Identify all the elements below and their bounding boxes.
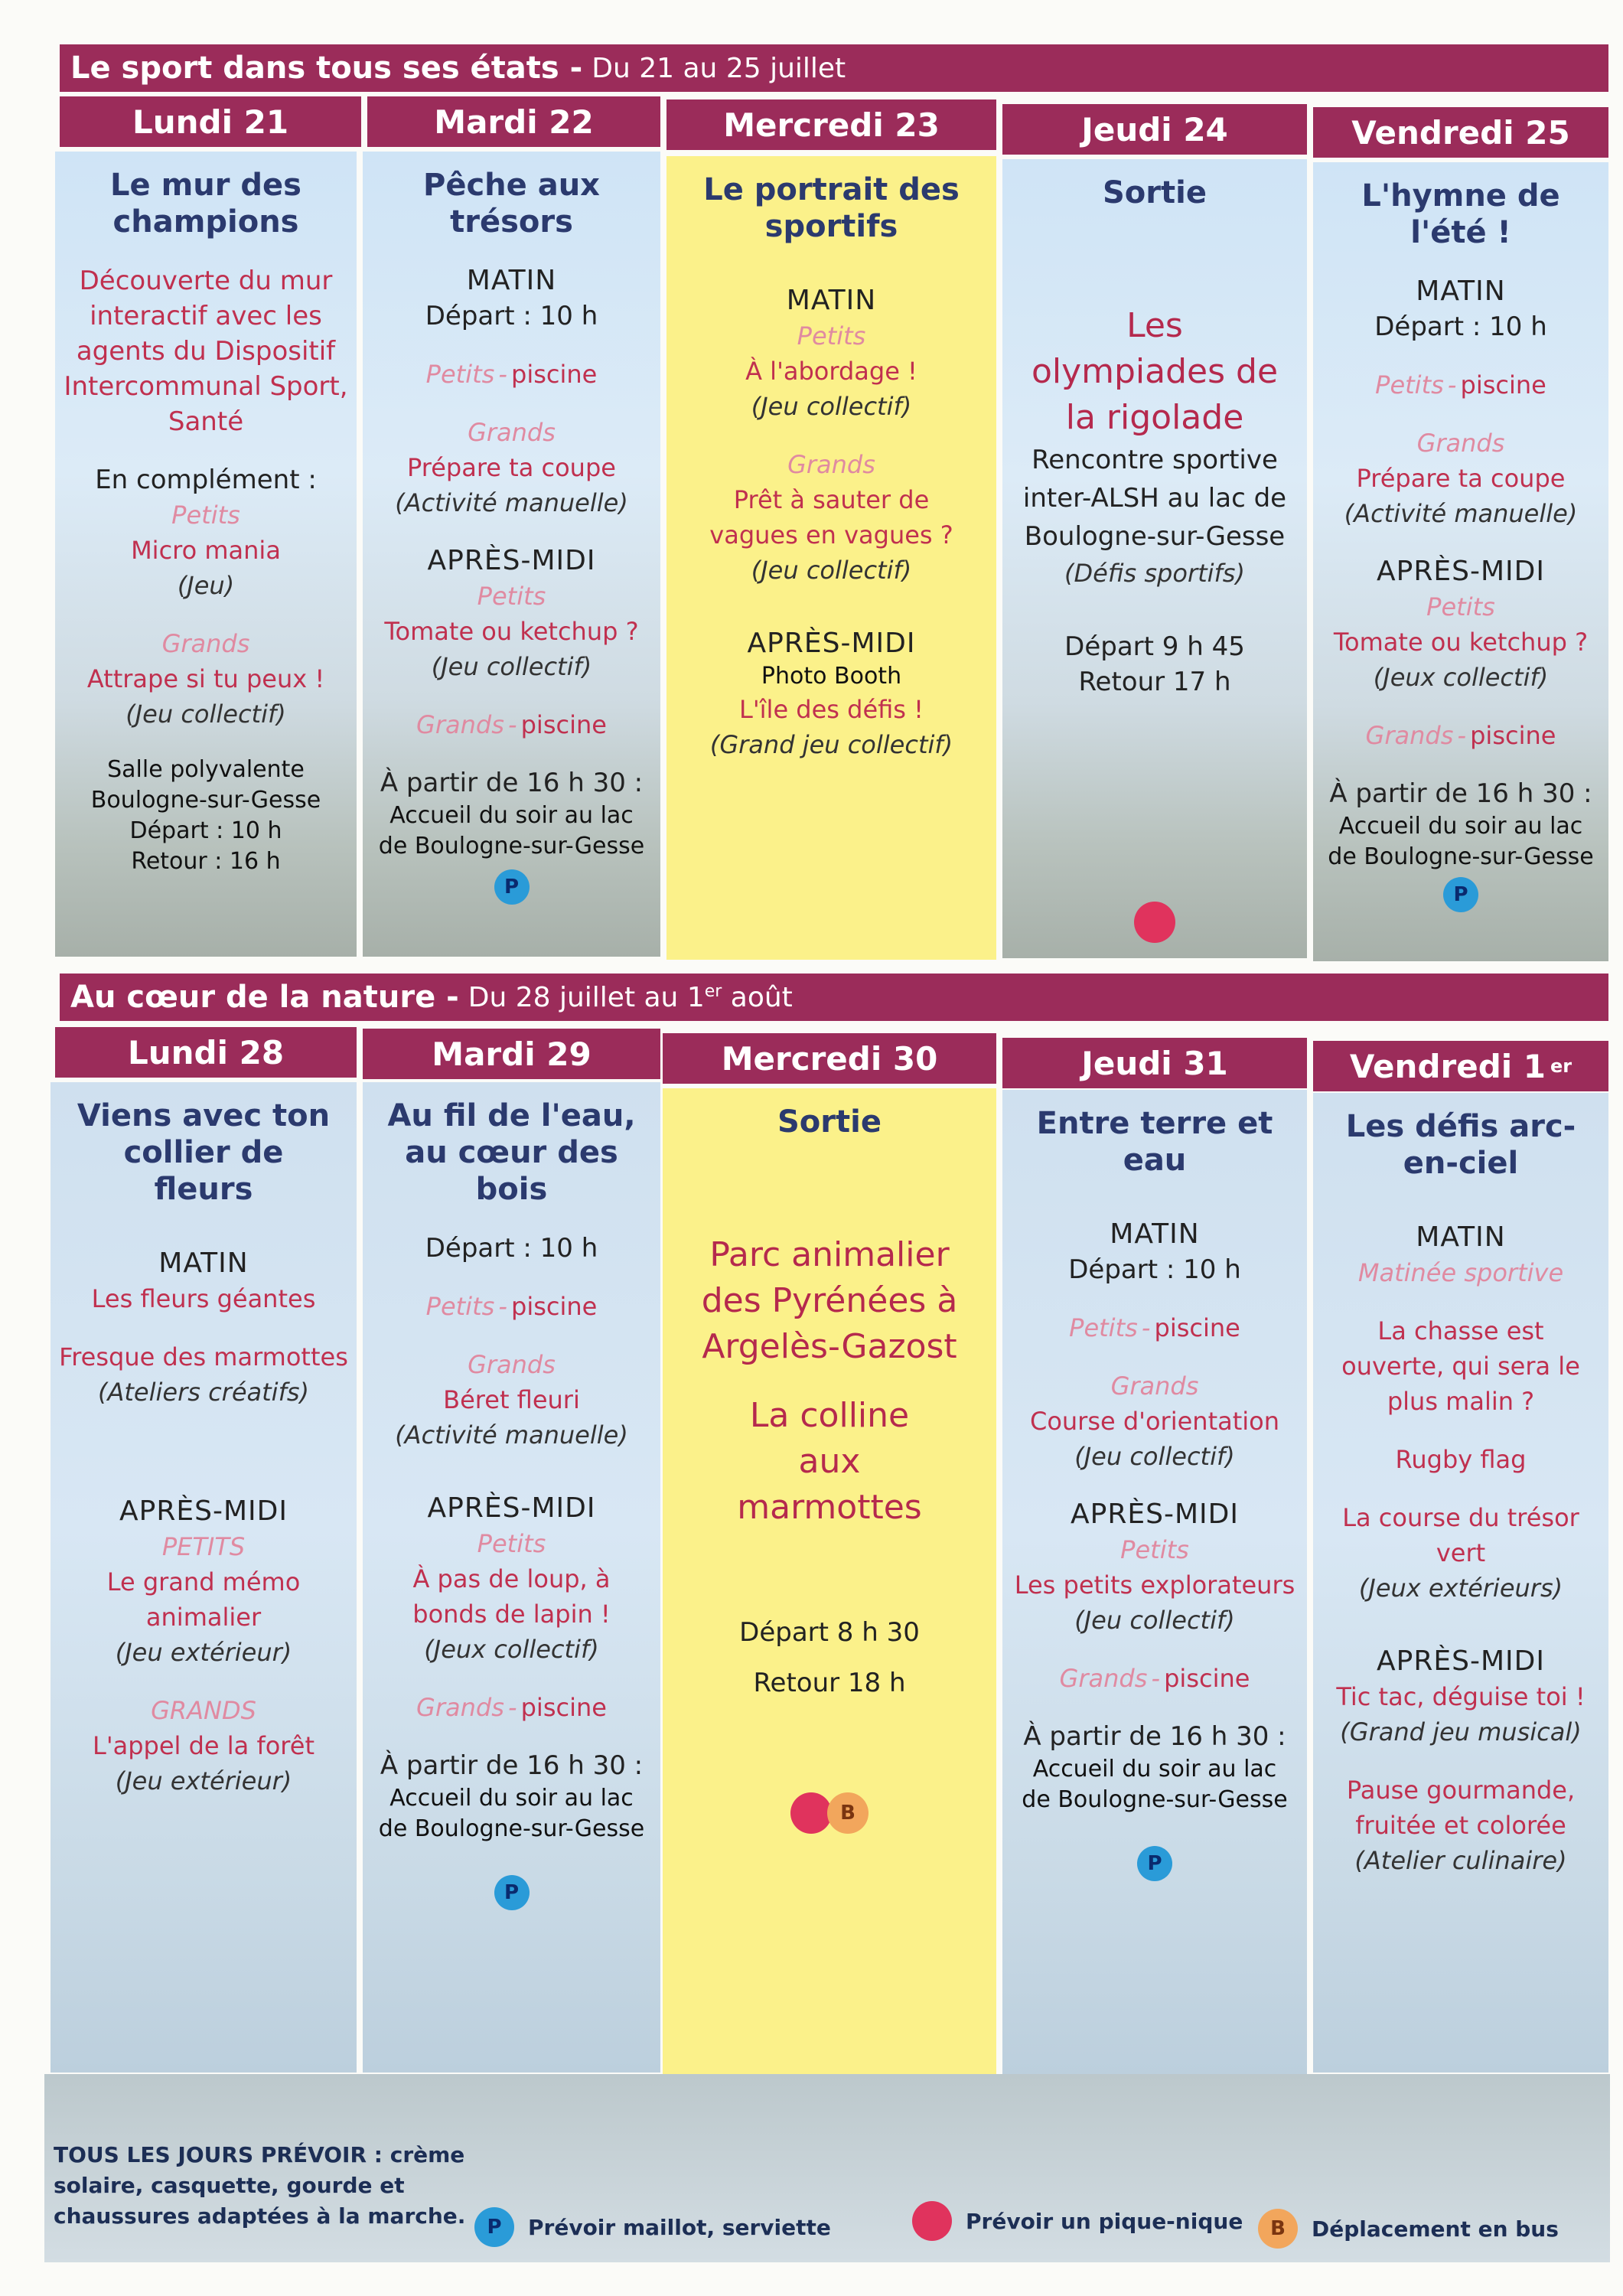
apres-midi-label: APRÈS-MIDI <box>119 1495 288 1527</box>
grands-type: (Jeu extérieur) <box>115 1766 292 1795</box>
petits-activity: Les petits explorateurs <box>1014 1570 1295 1600</box>
swimsuit-badge-icon: P <box>494 869 530 905</box>
week1-title: Le sport dans tous ses états - <box>70 51 583 86</box>
petits-activity: Tomate ou ketchup ? <box>384 617 639 646</box>
day-header-wed23: Mercredi 23 <box>666 99 996 150</box>
grands-type: (Activité manuelle) <box>395 1420 628 1450</box>
petits-type: (Jeu) <box>177 571 235 600</box>
day-column-wed30 <box>663 1088 996 2076</box>
activity-title: Entre terre et eau <box>1036 1106 1273 1178</box>
week1-banner <box>60 44 1608 92</box>
day-header-mon28: Lundi 28 <box>55 1027 357 1078</box>
legend-picnic <box>912 2201 1243 2241</box>
activity-title: Sortie <box>777 1104 882 1140</box>
ile-activity: L'île des défis ! <box>739 695 924 724</box>
afternoon-activity-1: Tic tac, déguise toi ! <box>1336 1682 1586 1711</box>
afternoon-type-2: (Atelier culinaire) <box>1354 1846 1567 1875</box>
matin-label: MATIN <box>1416 276 1506 307</box>
activity-description: Découverte du mur interactif avec les agents du Dispositif Intercommunal Sport, Santé <box>64 266 348 437</box>
legend-swimsuit <box>474 2207 831 2247</box>
grands-activity: Prépare ta coupe <box>407 453 616 482</box>
grands-piscine: Grands - piscine <box>416 1693 607 1722</box>
morning-activity-3: Rugby flag <box>1395 1445 1527 1474</box>
grands-activity: Course d'orientation <box>1029 1407 1280 1436</box>
outing-activity: Les olympiades de la rigolade <box>1031 306 1279 437</box>
day-header-fri25: Vendredi 25 <box>1313 107 1608 158</box>
petits-type: (Jeu collectif) <box>1074 1606 1235 1635</box>
petits-piscine: Petits - piscine <box>425 1292 598 1321</box>
bus-badge-icon: B <box>827 1792 869 1834</box>
grands-label: Grands <box>787 450 875 479</box>
retour-time: Retour : 16 h <box>131 848 281 875</box>
petits-activity: À pas de loup, à bonds de lapin ! <box>412 1564 611 1629</box>
photo-booth: Photo Booth <box>761 663 902 690</box>
apres-midi-label: APRÈS-MIDI <box>1071 1499 1239 1530</box>
legend-swimsuit-label: Prévoir maillot, serviette <box>528 2214 831 2240</box>
day-column-wed23 <box>666 156 996 960</box>
swimsuit-badge-icon: P <box>474 2207 514 2247</box>
day-column-mon21 <box>55 152 357 957</box>
day-column-thu24 <box>1002 159 1307 958</box>
morning-type: (Ateliers créatifs) <box>98 1378 309 1407</box>
grands-activity: Béret fleuri <box>443 1385 580 1414</box>
day-column-mon28 <box>51 1082 357 2073</box>
petits-label: Petits <box>171 501 240 530</box>
legend-bus <box>1258 2209 1559 2249</box>
morning-type: (Jeux extérieurs) <box>1358 1574 1563 1603</box>
grands-type: (Jeu collectif) <box>751 556 912 585</box>
accueil-time: À partir de 16 h 30 : <box>1023 1721 1286 1752</box>
day-header-thu31: Jeudi 31 <box>1002 1038 1307 1088</box>
accueil-place: Accueil du soir au lac de Boulogne-sur-Gesse <box>1022 1756 1288 1813</box>
activity-title: Pêche aux trésors <box>423 168 600 240</box>
depart-time: Départ : 10 h <box>1068 1254 1241 1285</box>
picnic-badge-icon <box>1134 902 1175 943</box>
day-column-thu31 <box>1002 1090 1307 2074</box>
petits-type: (Jeux collectif) <box>1373 663 1549 692</box>
apres-midi-label: APRÈS-MIDI <box>427 545 596 576</box>
outing-activity-1: Parc animalier des Pyrénées à Argelès-Gazost <box>701 1235 958 1366</box>
matin-label: MATIN <box>786 285 877 316</box>
day-header-mon21: Lundi 21 <box>60 96 361 147</box>
week1-dates: Du 21 au 25 juillet <box>592 52 846 84</box>
apres-midi-label: APRÈS-MIDI <box>427 1492 596 1524</box>
extra-label: En complément : <box>95 465 317 495</box>
week2-title: Au cœur de la nature - <box>70 980 459 1015</box>
petits-activity: À l'abordage ! <box>745 357 917 386</box>
accueil-time: À partir de 16 h 30 : <box>380 768 644 798</box>
petits-piscine: Petits - piscine <box>425 360 598 389</box>
petits-label: Petits <box>477 1529 546 1558</box>
grands-label: Grands <box>468 418 556 447</box>
apres-midi-label: APRÈS-MIDI <box>1377 1645 1545 1677</box>
morning-activity-2: Fresque des marmottes <box>59 1342 348 1371</box>
grands-piscine: Grands - piscine <box>416 710 607 739</box>
accueil-time: À partir de 16 h 30 : <box>1329 778 1592 809</box>
day-column-tue29 <box>363 1082 660 2073</box>
week2-dates: Du 28 juillet au 1er août <box>468 981 793 1013</box>
day-header-fri1: Vendredi 1 er <box>1313 1041 1608 1091</box>
accueil-time: À partir de 16 h 30 : <box>380 1750 644 1781</box>
grands-activity: Prépare ta coupe <box>1356 464 1566 493</box>
retour-time: Retour 18 h <box>753 1668 906 1698</box>
accueil-place: Accueil du soir au lac de Boulogne-sur-Gesse <box>1328 813 1594 870</box>
grands-type: (Jeu collectif) <box>125 700 286 729</box>
week2-banner <box>60 974 1608 1021</box>
afternoon-type-1: (Grand jeu musical) <box>1340 1717 1582 1746</box>
apres-midi-label: APRÈS-MIDI <box>747 628 916 659</box>
matin-label: MATIN <box>1416 1221 1506 1253</box>
grands-type: (Activité manuelle) <box>1344 499 1578 528</box>
grands-type: (Activité manuelle) <box>395 488 628 517</box>
grands-piscine: Grands - piscine <box>1059 1664 1250 1693</box>
grands-label: GRANDS <box>151 1696 256 1725</box>
matin-label: MATIN <box>1110 1218 1200 1250</box>
swimsuit-badge-icon: P <box>1137 1846 1172 1881</box>
afternoon-activity-2: Pause gourmande, fruitée et colorée <box>1346 1776 1576 1840</box>
retour-time: Retour 17 h <box>1078 667 1231 697</box>
grands-label: Grands <box>161 629 250 658</box>
picnic-badge-icon <box>912 2201 952 2241</box>
petits-type: (Jeu collectif) <box>431 652 592 681</box>
grands-piscine: Grands - piscine <box>1365 721 1556 750</box>
grands-type: (Jeu collectif) <box>1074 1442 1235 1471</box>
petits-piscine: Petits - piscine <box>1069 1313 1240 1342</box>
petits-type: (Jeu collectif) <box>751 392 912 421</box>
petits-activity: Le grand mémo animalier <box>106 1567 301 1632</box>
depart-time: Départ 8 h 30 <box>739 1617 920 1648</box>
day-column-tue22 <box>363 152 660 957</box>
day-column-fri25 <box>1313 162 1608 961</box>
daily-reminder: TOUS LES JOURS PRÉVOIR : crème solaire, casquette, gourde et chaussures adaptées à la marche. <box>54 2142 466 2229</box>
legend-picnic-label: Prévoir un pique-nique <box>966 2208 1243 2234</box>
activity-title: Les défis arc-en-ciel <box>1345 1109 1576 1181</box>
matin-label: MATIN <box>158 1247 249 1279</box>
activity-title: L'hymne de l'été ! <box>1361 178 1560 250</box>
day-header-thu24: Jeudi 24 <box>1002 104 1307 155</box>
petits-activity: Tomate ou ketchup ? <box>1333 628 1589 657</box>
grands-activity: Attrape si tu peux ! <box>86 664 325 693</box>
footer <box>44 2074 1610 2262</box>
petits-piscine: Petits - piscine <box>1375 370 1546 400</box>
grands-activity: L'appel de la forêt <box>93 1731 314 1760</box>
accueil-place: Accueil du soir au lac de Boulogne-sur-Gesse <box>378 1785 645 1842</box>
day-header-wed30: Mercredi 30 <box>663 1033 996 1084</box>
grands-activity: Prêt à sauter de vagues en vagues ? <box>709 485 953 550</box>
petits-type: (Jeux collectif) <box>424 1635 599 1664</box>
morning-activity-2: La chasse est ouverte, qui sera le plus malin ? <box>1341 1316 1580 1416</box>
place-town: Boulogne-sur-Gesse <box>90 787 321 814</box>
petits-activity: Micro mania <box>131 536 281 565</box>
day-header-tue29: Mardi 29 <box>363 1029 660 1079</box>
picnic-badge-icon <box>790 1792 832 1834</box>
swimsuit-badge-icon: P <box>1443 877 1478 912</box>
depart-time: Départ : 10 h <box>425 1233 598 1264</box>
ile-type: (Grand jeu collectif) <box>709 730 953 759</box>
petits-label: PETITS <box>161 1532 246 1561</box>
outing-activity-2: La colline aux marmottes <box>737 1396 922 1527</box>
legend-bus-label: Déplacement en bus <box>1312 2216 1559 2242</box>
grands-label: Grands <box>1110 1371 1199 1401</box>
activity-title: Au fil de l'eau, au cœur des bois <box>387 1098 636 1207</box>
grands-label: Grands <box>468 1350 556 1379</box>
morning-activity-4: La course du trésor vert <box>1342 1503 1579 1567</box>
activity-title: Le portrait des sportifs <box>703 172 960 244</box>
swimsuit-badge-icon: P <box>494 1875 530 1910</box>
depart-time: Départ : 10 h <box>129 817 282 844</box>
petits-type: (Jeu extérieur) <box>115 1638 292 1667</box>
place: Salle polyvalente <box>107 756 305 783</box>
grands-label: Grands <box>1416 429 1505 458</box>
depart-time: Départ : 10 h <box>1374 311 1547 342</box>
outing-description: Rencontre sportive inter-ALSH au lac de Boulogne-sur-Gesse <box>1022 445 1287 552</box>
apres-midi-label: APRÈS-MIDI <box>1377 556 1545 587</box>
outing-type: (Défis sportifs) <box>1064 559 1245 588</box>
activity-title: Sortie <box>1103 175 1207 210</box>
accueil-place: Accueil du soir au lac de Boulogne-sur-Gesse <box>378 802 645 859</box>
petits-label: Petits <box>1426 592 1495 621</box>
bus-badge-icon: B <box>1258 2209 1298 2249</box>
morning-activity-1: Les fleurs géantes <box>91 1284 316 1313</box>
morning-activity-1: Matinée sportive <box>1357 1258 1564 1287</box>
depart-time: Départ 9 h 45 <box>1064 631 1245 662</box>
depart-time: Départ : 10 h <box>425 301 598 331</box>
day-column-fri1 <box>1313 1093 1608 2073</box>
matin-label: MATIN <box>466 265 557 296</box>
petits-label: Petits <box>1120 1535 1189 1564</box>
activity-title: Viens avec ton collier de fleurs <box>77 1098 331 1207</box>
activity-title: Le mur des champions <box>110 168 301 240</box>
petits-label: Petits <box>797 321 866 351</box>
petits-label: Petits <box>477 582 546 611</box>
day-header-tue22: Mardi 22 <box>367 96 660 147</box>
